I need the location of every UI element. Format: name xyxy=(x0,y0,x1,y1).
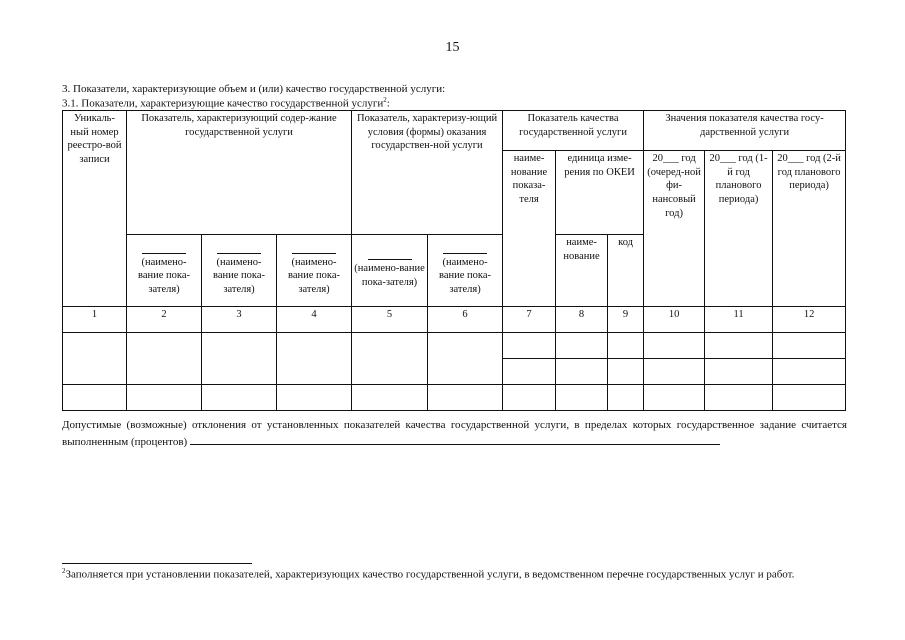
sub-header-content-3 xyxy=(277,235,352,307)
sub-header-content-2 xyxy=(202,235,277,307)
table-cell[interactable] xyxy=(127,333,202,385)
section-3-heading: 3. Показатели, характеризующие объем и (или) качество государственной услуги: xyxy=(62,83,446,95)
section-3-1-text: 3.1. Показатели, характеризующие качество государственной услуги xyxy=(62,97,384,110)
table-cell[interactable] xyxy=(352,385,428,411)
footnote-mark: 2 xyxy=(62,567,66,575)
header-unit-code: код xyxy=(608,235,644,307)
sub-header-label: (наимено-вание пока-зателя) xyxy=(213,256,265,295)
table-cell[interactable] xyxy=(556,333,608,359)
sub-header-content-1 xyxy=(127,235,202,307)
column-number: 8 xyxy=(556,307,608,333)
header-quality-indicator: Показатель качества государственной услуги xyxy=(503,111,644,151)
header-content-indicator: Показатель, характеризующий содер-жание государственной услуги xyxy=(127,111,352,235)
table-cell[interactable] xyxy=(352,333,428,385)
table-cell[interactable] xyxy=(277,385,352,411)
allowed-deviation-text: Допустимые (возможные) отклонения от установленных показателей качества государственной услуги, в пределах которых государственное задание считается выполненным (процентов) xyxy=(62,419,847,448)
table-cell[interactable] xyxy=(644,385,705,411)
table-cell[interactable] xyxy=(773,385,846,411)
column-number: 11 xyxy=(705,307,773,333)
header-year-current: 20___ год (очеред-ной фи-нансовый год) xyxy=(644,151,705,307)
sub-header-label: (наимено-вание пока-зателя) xyxy=(439,256,492,295)
table-header-row-1 xyxy=(63,111,846,151)
table-cell[interactable] xyxy=(556,359,608,385)
table-cell[interactable] xyxy=(644,333,705,359)
sub-header-condition-2 xyxy=(428,235,503,307)
table-cell[interactable] xyxy=(773,359,846,385)
table-cell[interactable] xyxy=(503,333,556,359)
footnote-text: Заполняется при установлении показателей, характеризующих качество государственной услуги, в ведомственном перечне государственных услуг и работ. xyxy=(65,568,795,581)
section-3-1-tail: : xyxy=(386,97,390,110)
column-number: 4 xyxy=(277,307,352,333)
sub-header-label: (наимено-вание пока-зателя) xyxy=(138,256,190,295)
column-number: 12 xyxy=(773,307,846,333)
table-cell[interactable] xyxy=(428,333,503,385)
header-quality-values: Значения показателя качества госу-дарственной услуги xyxy=(644,111,846,151)
column-numbers-row xyxy=(63,307,846,333)
sub-header-label: (наимено-вание пока-зателя) xyxy=(354,263,425,288)
page-number: 15 xyxy=(445,40,460,55)
header-registry-number: Уникаль-ный номер реестро-вой записи xyxy=(63,111,127,307)
column-number: 3 xyxy=(202,307,277,333)
table-cell[interactable] xyxy=(556,385,608,411)
table-row xyxy=(63,385,846,411)
allowed-deviation-paragraph xyxy=(62,418,847,450)
table-cell[interactable] xyxy=(773,333,846,359)
header-indicator-name: наиме-нование показа-теля xyxy=(503,151,556,307)
sub-header-condition-1 xyxy=(352,235,428,307)
deviation-fill-line[interactable] xyxy=(190,433,720,445)
header-conditions-indicator: Показатель, характеризу-ющий условия (формы) оказания государствен-ной услуги xyxy=(352,111,503,235)
table-cell[interactable] xyxy=(63,385,127,411)
header-unit-name: наиме-нование xyxy=(556,235,608,307)
table-cell[interactable] xyxy=(608,359,644,385)
quality-indicators-table xyxy=(62,110,846,411)
table-cell[interactable] xyxy=(277,333,352,385)
column-number: 10 xyxy=(644,307,705,333)
table-cell[interactable] xyxy=(127,385,202,411)
footnote xyxy=(62,567,847,583)
table-cell[interactable] xyxy=(608,333,644,359)
table-row xyxy=(63,333,846,359)
column-number: 7 xyxy=(503,307,556,333)
table-cell[interactable] xyxy=(202,385,277,411)
column-number: 5 xyxy=(352,307,428,333)
table-cell[interactable] xyxy=(63,333,127,385)
table-cell[interactable] xyxy=(705,333,773,359)
table-cell[interactable] xyxy=(705,359,773,385)
sub-header-label: (наимено-вание пока-зателя) xyxy=(288,256,340,295)
footnote-ref: 2 xyxy=(383,96,387,104)
column-number: 2 xyxy=(127,307,202,333)
table-cell[interactable] xyxy=(503,385,556,411)
header-okei-unit: единица изме-рения по ОКЕИ xyxy=(556,151,644,235)
section-3-1-heading xyxy=(62,96,390,110)
table-cell[interactable] xyxy=(608,385,644,411)
table-cell[interactable] xyxy=(428,385,503,411)
header-year-plan-2: 20___ год (2-й год планового периода) xyxy=(773,151,846,307)
table-cell[interactable] xyxy=(202,333,277,385)
footnote-divider xyxy=(62,563,252,564)
table-cell[interactable] xyxy=(705,385,773,411)
table-cell[interactable] xyxy=(503,359,556,385)
column-number: 1 xyxy=(63,307,127,333)
column-number: 6 xyxy=(428,307,503,333)
table-cell[interactable] xyxy=(644,359,705,385)
header-year-plan-1: 20___ год (1-й год планового периода) xyxy=(705,151,773,307)
column-number: 9 xyxy=(608,307,644,333)
